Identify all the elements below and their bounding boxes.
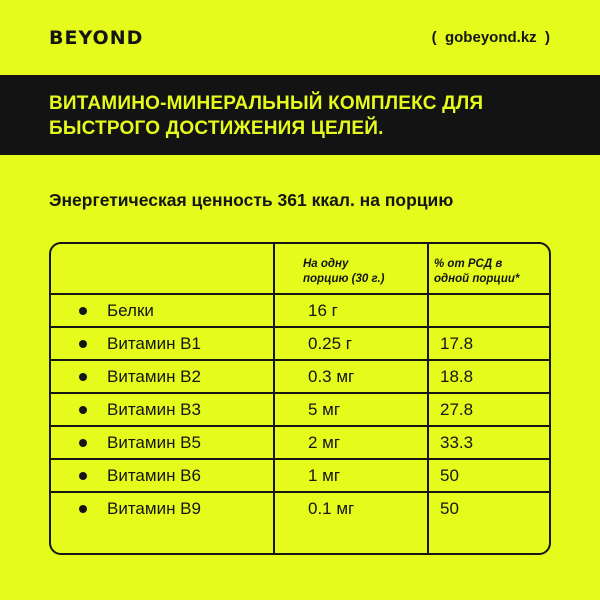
nutrient-amount: 0.3 мг bbox=[308, 367, 355, 386]
header-rsd-line-2: одной порции* bbox=[434, 273, 520, 285]
header-per-portion bbox=[303, 257, 385, 287]
top-bar bbox=[0, 0, 600, 75]
bullet-icon bbox=[79, 505, 87, 513]
nutrient-amount: 0.1 мг bbox=[308, 499, 355, 518]
title-banner bbox=[0, 75, 600, 155]
nutrient-name: Белки bbox=[107, 301, 154, 320]
header-per-portion-line-1: На одну bbox=[303, 258, 349, 270]
table-row bbox=[51, 426, 549, 459]
nutrient-name: Витамин В3 bbox=[107, 400, 201, 419]
nutrient-amount: 1 мг bbox=[308, 466, 341, 485]
header-rsd-percent bbox=[434, 257, 519, 287]
nutrient-name: Витамин В5 bbox=[107, 433, 201, 452]
nutrient-name: Витамин В2 bbox=[107, 367, 201, 386]
energy-value-heading: Энергетическая ценность 361 ккал. на порцию bbox=[49, 190, 454, 210]
nutrient-amount: 16 г bbox=[308, 301, 338, 320]
bullet-icon bbox=[79, 406, 87, 414]
table-row bbox=[51, 294, 549, 327]
table-row bbox=[51, 492, 549, 525]
nutrient-rsd-percent: 33.3 bbox=[440, 433, 474, 452]
nutrient-amount: 0.25 г bbox=[308, 334, 353, 353]
nutrient-amount: 2 мг bbox=[308, 433, 341, 452]
nutrient-rsd-percent: 50 bbox=[440, 499, 459, 518]
site-link[interactable]: ( gobeyond.kz ) bbox=[431, 29, 550, 46]
banner-title-line-2: БЫСТРОГО ДОСТИЖЕНИЯ ЦЕЛЕЙ. bbox=[49, 118, 384, 139]
bullet-icon bbox=[79, 307, 87, 315]
nutrient-rsd-percent: 27.8 bbox=[440, 400, 474, 419]
nutrition-table bbox=[49, 242, 551, 555]
table-row bbox=[51, 393, 549, 426]
header-per-portion-line-2: порцию (30 г.) bbox=[303, 273, 385, 285]
table-row bbox=[51, 327, 549, 360]
bullet-icon bbox=[79, 340, 87, 348]
nutrient-rsd-percent: 18.8 bbox=[440, 367, 474, 386]
nutrient-name: Витамин В1 bbox=[107, 334, 201, 353]
nutrient-name: Витамин В9 bbox=[107, 499, 201, 518]
bullet-icon bbox=[79, 373, 87, 381]
banner-title-line-1: ВИТАМИНО-МИНЕРАЛЬНЫЙ КОМПЛЕКС ДЛЯ bbox=[49, 93, 484, 114]
table-row bbox=[51, 360, 549, 393]
bullet-icon bbox=[79, 439, 87, 447]
nutrient-rsd-percent: 50 bbox=[440, 466, 459, 485]
nutrient-rsd-percent: 17.8 bbox=[440, 334, 474, 353]
nutrient-amount: 5 мг bbox=[308, 400, 341, 419]
header-rsd-line-1: % от РСД в bbox=[434, 258, 503, 270]
brand-logo: BEYOND bbox=[49, 27, 144, 49]
bullet-icon bbox=[79, 472, 87, 480]
nutrient-name: Витамин В6 bbox=[107, 466, 201, 485]
table-row bbox=[51, 459, 549, 492]
